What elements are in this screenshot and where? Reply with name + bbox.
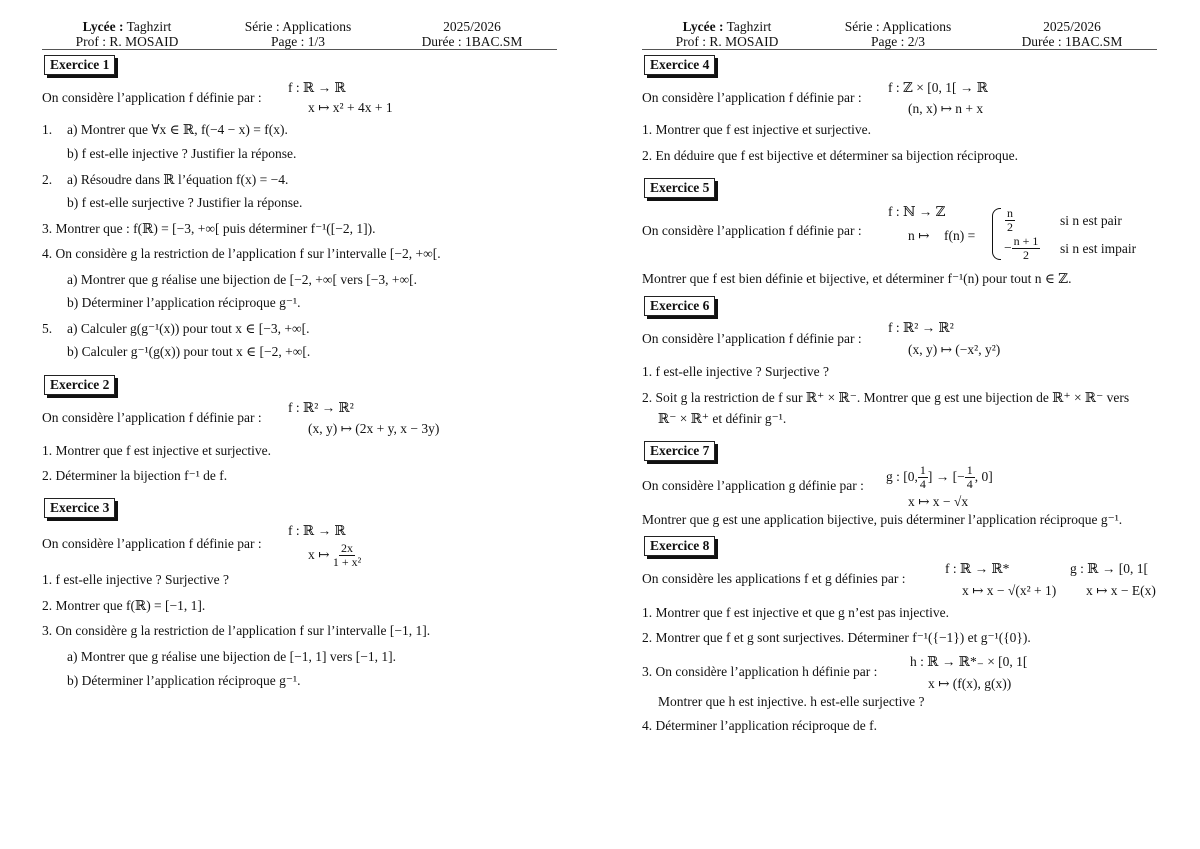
- ex1-q2a: a) Résoudre dans ℝ l’équation f(x) = −4.: [67, 172, 289, 187]
- ex5-maps-to: n ↦: [908, 228, 930, 243]
- ex6-q2: 2. Soit g la restriction de f sur ℝ⁺ × ℝ⁻. Montrer que g est une bijection de ℝ⁺ × ℝ⁻ vers: [642, 390, 1130, 405]
- ex3-intro: On considère l’application f définie par :: [42, 536, 262, 551]
- ex8-f-domain: f : ℝ → ℝ*: [945, 561, 1010, 576]
- ex3-map-rule: [308, 541, 361, 569]
- ex8-q3-cont: Montrer que h est injective. h est-elle surjective ?: [658, 694, 925, 709]
- maps-to: x ↦: [308, 547, 330, 562]
- ex1-q5a: a) Calculer g(g⁻¹(x)) pour tout x ∈ [−3, +∞[.: [67, 321, 310, 336]
- ex6-q1: 1. f est-elle injective ? Surjective ?: [642, 364, 830, 379]
- ex6-intro: On considère l’application f définie par :: [642, 331, 862, 346]
- ex5-fn: f(n) =: [944, 228, 976, 243]
- ex1-q2-num: 2.: [42, 172, 53, 187]
- header-year: 2025/2026: [443, 19, 501, 34]
- numerator: 2x: [341, 541, 353, 556]
- ex1-intro: On considère l’application f définie par :: [42, 90, 262, 105]
- ex7-map-rule: x ↦ x − √x: [908, 494, 969, 509]
- ex1-q3: 3. Montrer que : f(ℝ) = [−3, +∞[ puis déterminer f⁻¹([−2, 1]).: [42, 221, 376, 236]
- numerator: 1: [919, 463, 926, 478]
- ex3-q2: 2. Montrer que f(ℝ) = [−1, 1].: [42, 598, 206, 613]
- ex1-q4a: a) Montrer que g réalise une bijection de [−2, +∞[ vers [−3, +∞[.: [67, 272, 417, 287]
- ex4-map-domain: f : ℤ × [0, 1[ → ℝ: [888, 80, 988, 95]
- fraction: [1005, 207, 1015, 234]
- ex6-map-rule: (x, y) ↦ (−x², y²): [908, 342, 1001, 357]
- denominator: 4: [966, 477, 973, 492]
- header-prof: Prof : R. MOSAID: [75, 34, 179, 49]
- fraction: [918, 464, 928, 491]
- exercise-8-title: Exercice 8: [644, 536, 715, 556]
- numerator: 1: [966, 463, 973, 478]
- ex2-q1: 1. Montrer que f est injective et surjective.: [42, 443, 272, 458]
- ex1-map-domain: f : ℝ → ℝ: [288, 80, 346, 95]
- ex5-case1-cond: si n est pair: [1060, 213, 1122, 228]
- numerator: n: [1007, 206, 1013, 221]
- ex1-q1-num: 1.: [42, 122, 53, 137]
- ex8-intro: On considère les applications f et g définies par :: [642, 571, 906, 586]
- ex1-q2b: b) f est-elle surjective ? Justifier la réponse.: [67, 195, 303, 210]
- header-divider: [42, 49, 557, 50]
- ex1-map-rule: x ↦ x² + 4x + 1: [308, 100, 393, 115]
- ex1-q1b: b) f est-elle injective ? Justifier la réponse.: [67, 146, 297, 161]
- ex4-q2: 2. En déduire que f est bijective et déterminer sa bijection réciproque.: [642, 148, 1018, 163]
- ex8-q2: 2. Montrer que f et g sont surjectives. Déterminer f⁻¹({−1}) et g⁻¹({0}).: [642, 630, 1031, 645]
- ex5-intro: On considère l’application f définie par :: [642, 223, 862, 238]
- ex1-q4b: b) Déterminer l’application réciproque g⁻¹.: [67, 295, 301, 310]
- ex2-map-rule: (x, y) ↦ (2x + y, x − 3y): [308, 421, 440, 436]
- header-divider: [642, 49, 1157, 50]
- exercise-3-title: Exercice 3: [44, 498, 115, 518]
- ex5-map-domain: f : ℕ → ℤ: [888, 204, 946, 219]
- exercise-7-title: Exercice 7: [644, 441, 715, 461]
- lycee-label: Lycée :: [682, 19, 724, 34]
- header-prof: Prof : R. MOSAID: [675, 34, 779, 49]
- ex7-q: Montrer que g est une application bijective, puis déterminer l’application réciproque g⁻¹.: [642, 512, 1123, 527]
- codomain-start: ] → [−: [927, 469, 965, 484]
- fraction: [1012, 235, 1041, 262]
- ex8-q1: 1. Montrer que f est injective et que g n’est pas injective.: [642, 605, 950, 620]
- ex6-map-domain: f : ℝ² → ℝ²: [888, 320, 954, 335]
- header-page: Page : 1/3: [271, 34, 325, 49]
- denominator: 2: [1007, 220, 1013, 235]
- ex4-map-rule: (n, x) ↦ n + x: [908, 101, 984, 116]
- minus-sign: −: [1004, 240, 1012, 255]
- ex8-f-rule: x ↦ x − √(x² + 1): [962, 583, 1057, 598]
- header-duree: Durée : 1BAC.SM: [1021, 34, 1123, 49]
- lycee-label: Lycée :: [82, 19, 124, 34]
- ex6-q2-cont: ℝ⁻ × ℝ⁺ et définir g⁻¹.: [658, 411, 787, 426]
- fraction: [333, 542, 361, 569]
- ex1-q4: 4. On considère g la restriction de l’application f sur l’intervalle [−2, +∞[.: [42, 246, 441, 261]
- ex1-q5-num: 5.: [42, 321, 53, 336]
- header-duree: Durée : 1BAC.SM: [421, 34, 523, 49]
- ex7-map-domain: [886, 463, 993, 491]
- ex1-q1a: a) Montrer que ∀x ∈ ℝ, f(−4 − x) = f(x).: [67, 122, 288, 137]
- ex5-case2: [1004, 234, 1040, 262]
- ex5-case2-cond: si n est impair: [1060, 241, 1137, 256]
- lycee-name: Taghzirt: [126, 19, 172, 34]
- ex8-g-rule: x ↦ x − E(x): [1086, 583, 1156, 598]
- ex8-h-rule: x ↦ (f(x), g(x)): [928, 676, 1012, 691]
- ex5-case1: [1005, 206, 1015, 234]
- ex8-g-domain: g : ℝ → [0, 1[: [1070, 561, 1148, 576]
- exercise-5-title: Exercice 5: [644, 178, 715, 198]
- ex8-q4: 4. Déterminer l’application réciproque de f.: [642, 718, 878, 733]
- exercise-6-title: Exercice 6: [644, 296, 715, 316]
- header-page: Page : 2/3: [871, 34, 925, 49]
- ex8-q3: 3. On considère l’application h définie par :: [642, 664, 878, 679]
- ex4-q1: 1. Montrer que f est injective et surjective.: [642, 122, 872, 137]
- domain-start: g : [0,: [886, 469, 918, 484]
- ex5-brace: [992, 208, 1001, 260]
- ex8-h-domain: h : ℝ → ℝ*₋ × [0, 1[: [910, 654, 1028, 669]
- header-lycee-2: [642, 19, 812, 35]
- exercise-2-title: Exercice 2: [44, 375, 115, 395]
- ex2-intro: On considère l’application f définie par :: [42, 410, 262, 425]
- ex3-map-domain: f : ℝ → ℝ: [288, 523, 346, 538]
- ex3-q3: 3. On considère g la restriction de l’application f sur l’intervalle [−1, 1].: [42, 623, 431, 638]
- header-serie: Série : Applications: [244, 19, 352, 34]
- header-year: 2025/2026: [1043, 19, 1101, 34]
- lycee-name: Taghzirt: [726, 19, 772, 34]
- denominator: 1 + x²: [332, 555, 362, 570]
- exercise-1-title: Exercice 1: [44, 55, 115, 75]
- fraction: [965, 464, 975, 491]
- ex5-q: Montrer que f est bien définie et bijective, et déterminer f⁻¹(n) pour tout n ∈ ℤ.: [642, 271, 1072, 286]
- exercise-4-title: Exercice 4: [644, 55, 715, 75]
- numerator: n + 1: [1013, 234, 1039, 249]
- ex3-q1: 1. f est-elle injective ? Surjective ?: [42, 572, 230, 587]
- header-lycee-1: [42, 19, 212, 35]
- ex1-q5b: b) Calculer g⁻¹(g(x)) pour tout x ∈ [−2, +∞[.: [67, 344, 311, 359]
- denominator: 2: [1023, 248, 1030, 263]
- ex3-q3b: b) Déterminer l’application réciproque g⁻¹.: [67, 673, 301, 688]
- header-serie: Série : Applications: [844, 19, 952, 34]
- denominator: 4: [919, 477, 926, 492]
- ex4-intro: On considère l’application f définie par :: [642, 90, 862, 105]
- ex7-intro: On considère l’application g définie par :: [642, 478, 864, 493]
- ex2-q2: 2. Déterminer la bijection f⁻¹ de f.: [42, 468, 228, 483]
- codomain-end: , 0]: [974, 469, 993, 484]
- ex3-q3a: a) Montrer que g réalise une bijection de [−1, 1] vers [−1, 1].: [67, 649, 396, 664]
- ex2-map-domain: f : ℝ² → ℝ²: [288, 400, 354, 415]
